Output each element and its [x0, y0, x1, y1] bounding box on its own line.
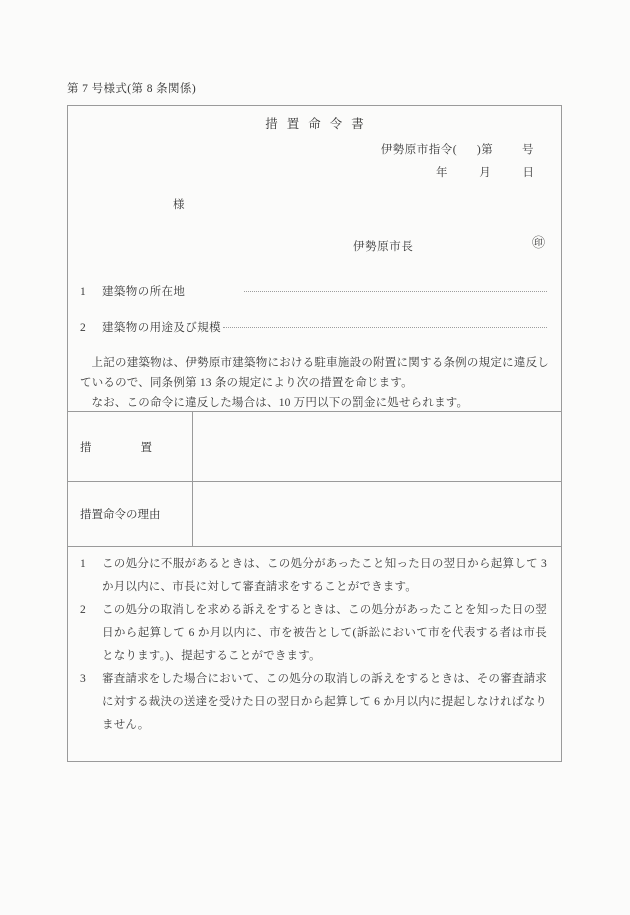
appeal-text: 審査請求をした場合において、この処分の取消しの訴えをするときは、その審査請求に対する裁決の送達を受けた日の翌日から起算して 6 か月以内に提起しなければなりません。 — [102, 673, 547, 731]
reference-suffix: 号 — [522, 144, 534, 156]
appeal-instructions — [80, 553, 547, 737]
reference-number-line — [381, 141, 534, 157]
appeal-item — [80, 599, 547, 668]
appeal-number: 2 — [80, 604, 86, 616]
document-frame — [67, 105, 562, 762]
reference-middle: )第 — [476, 144, 494, 156]
body-paragraph: 上記の建築物は、伊勢原市建築物における駐車施設の附置に関する条例の規定に違反しているので、同条例第 13 条の規定により次の措置を命じます。 — [80, 357, 549, 389]
seal-icon: ㊞ — [532, 235, 546, 250]
reason-value-cell[interactable] — [193, 482, 562, 547]
field-label: 建築物の用途及び規模 — [102, 322, 221, 334]
date-line — [436, 164, 534, 180]
appeal-text: この処分に不服があるときは、この処分があったこと知った日の翌日から起算して 3 か月以内に、市長に対して審査請求をすることができます。 — [102, 558, 547, 593]
field-leader-line — [223, 327, 547, 328]
appeal-item — [80, 553, 547, 599]
field-number: 2 — [80, 322, 86, 334]
date-year-label: 年 — [436, 167, 448, 179]
field-label: 建築物の所在地 — [102, 286, 186, 298]
appeal-number: 3 — [80, 673, 86, 685]
appeal-text: この処分の取消しを求める訴えをするときは、この処分があったことを知った日の翌日から起算して 6 か月以内に、市を被告として(訴訟において市を代表する者は市長となります。)、提起することができます。 — [102, 604, 547, 662]
measure-label-char-1: 措 — [80, 441, 92, 454]
date-day-label: 日 — [522, 167, 534, 179]
field-leader-line — [244, 291, 547, 292]
reference-prefix: 伊勢原市指令( — [380, 144, 458, 156]
body-paragraph: なお、この命令に違反した場合は、10 万円以下の罰金に処せられます。 — [91, 396, 469, 409]
page-title: 措置命令書 — [265, 117, 373, 131]
table-row — [68, 482, 562, 547]
appeal-number: 1 — [80, 558, 86, 570]
field-row-use-and-scale — [80, 319, 547, 335]
measure-label-char-2: 置 — [140, 441, 152, 454]
appeal-item — [80, 668, 547, 737]
measure-label-cell — [68, 412, 193, 482]
date-month-label: 月 — [479, 167, 491, 179]
form-number-label: 第 7 号様式(第 8 条関係) — [67, 83, 197, 95]
body-text — [80, 354, 549, 413]
field-row-location — [80, 283, 547, 299]
issuer-name: 伊勢原市長 — [353, 241, 414, 253]
measures-table — [67, 411, 562, 547]
table-row — [68, 412, 562, 482]
addressee-suffix: 様 — [173, 199, 185, 211]
field-number: 1 — [80, 286, 86, 298]
reason-label-cell: 措置命令の理由 — [68, 482, 193, 547]
measure-value-cell[interactable] — [193, 412, 562, 482]
